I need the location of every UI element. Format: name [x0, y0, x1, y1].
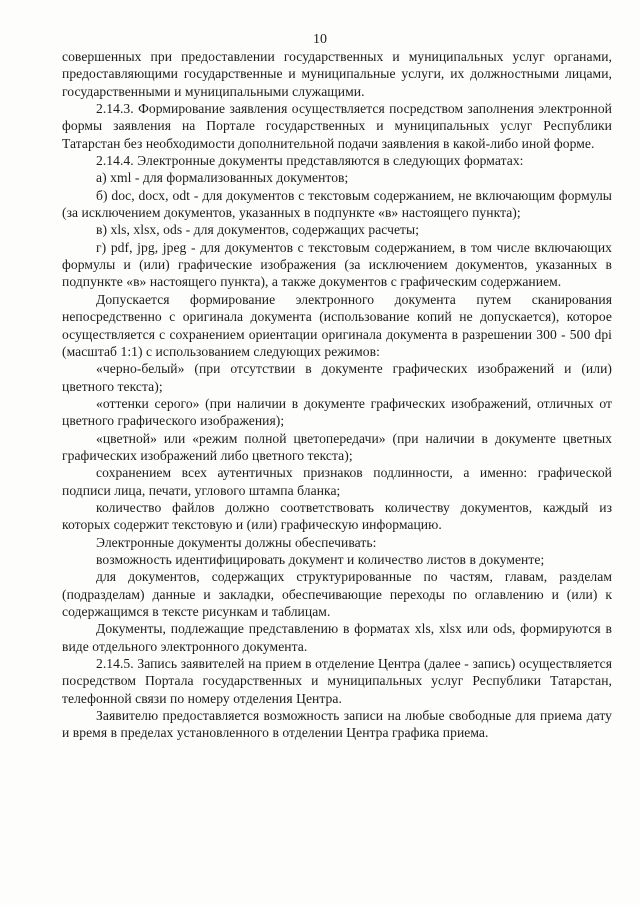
paragraph-authenticity: сохранением всех аутентичных признаков подлинности, а именно: графической подписи лица, печати, углового штампа бланка; — [62, 465, 612, 498]
mode-black-white: «черно-белый» (при отсутствии в документе графических изображений и (или) цветного текста); — [62, 361, 612, 394]
list-item-v-xls: в) xls, xlsx, ods - для документов, содержащих расчеты; — [96, 222, 420, 238]
list-item-a-xml: а) xml - для формализованных документов; — [96, 170, 349, 186]
paragraph-2-14-5: 2.14.5. Запись заявителей на прием в отделение Центра (далее - запись) осуществляется посредством Портала государственных и муниципальных услуг Республики Татарстан, телефонной связи по номеру отделения Центра. — [62, 656, 612, 706]
list-item-b-doc: б) doc, docx, odt - для документов с текстовым содержанием, не включающим формулы (за исключением документов, указанных в подпункте «в» настоящего пункта); — [62, 187, 612, 221]
list-item-g-pdf: г) pdf, jpg, jpeg - для документов с текстовым содержанием, в том числе включающих формулы и (или) графические изображения (за исключением документов, указанных в подпункте «в» настоящего пункта), а также документов с графическим содержанием. — [62, 239, 612, 290]
paragraph-spreadsheets: Документы, подлежащие представлению в форматах xls, xlsx или ods, формируются в виде отдельного электронного документа. — [62, 621, 612, 654]
requirement-identification: возможность идентифицировать документ и количество листов в документе; — [96, 551, 545, 567]
paragraph-requirements: Электронные документы должны обеспечивать: — [96, 534, 377, 550]
paragraph-file-count: количество файлов должно соответствовать количеству документов, каждый из которых содержит текстовую и (или) графическую информацию. — [62, 499, 612, 533]
paragraph-appointment: Заявителю предоставляется возможность записи на любые свободные для приема дату и время в пределах установленного в отделении Центра графика приема. — [62, 708, 612, 741]
mode-grayscale: «оттенки серого» (при наличии в документе графических изображений, отличных от цветного графического изображения); — [62, 395, 612, 429]
page-number: 10 — [313, 32, 327, 47]
requirement-structure: для документов, содержащих структурированные по частям, главам, разделам (подразделам) данные и закладки, обеспечивающие переходы по оглавлению и (или) к содержащимся в тексте рисункам и таблицам. — [62, 569, 612, 619]
paragraph-scanning: Допускается формирование электронного документа путем сканирования непосредственно с оригинала документа (использование копий не допускается), которое осуществляется с сохранением ориентации оригинала документа в разрешении 300 - 500 dpi (масштаб 1:1) с использованием следующих режимов: — [62, 291, 612, 359]
body-text — [62, 48, 612, 742]
paragraph-continuation: совершенных при предоставлении государственных и муниципальных услуг органами, предоставляющими государственные и муниципальные услуги, их должностными лицами, государственными и муниципальными служащими. — [62, 49, 612, 99]
mode-color: «цветной» или «режим полной цветопередачи» (при наличии в документе цветных графических изображений либо цветного текста); — [62, 430, 612, 463]
paragraph-2-14-3: 2.14.3. Формирование заявления осуществляется посредством заполнения электронной формы заявления на Портале государственных и муниципальных услуг Республики Татарстан без необходимости дополнительной подачи заявления в какой-либо иной форме. — [62, 101, 612, 151]
paragraph-2-14-4: 2.14.4. Электронные документы представляются в следующих форматах: — [96, 153, 524, 169]
